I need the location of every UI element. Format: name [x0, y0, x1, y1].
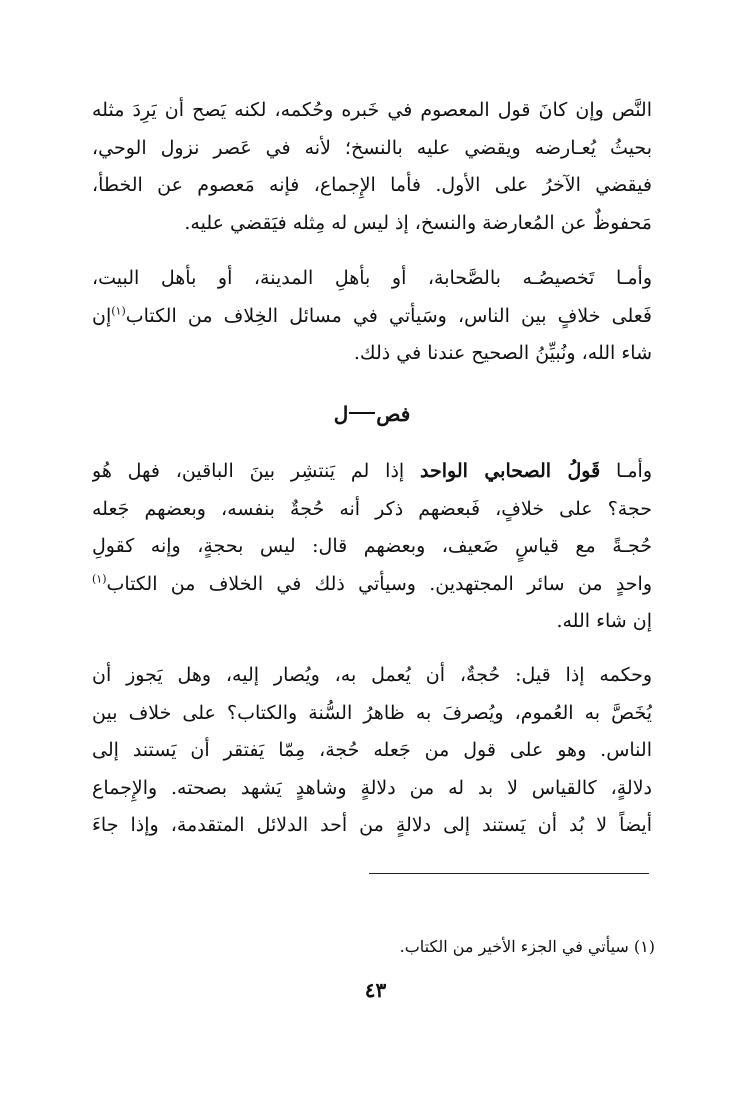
text-segment: واحدٍ من سائر المجتهدين. وسيأتي ذلك في الخلاف من الكتاب: [106, 572, 652, 595]
text-segment: فَعلى خلافٍ بين الناس، وسَيأتي في مسائل الخِلاف من الكتاب: [125, 304, 652, 327]
paragraph-2: [92, 260, 652, 373]
paragraph-1: [92, 92, 652, 242]
paragraph-4: [92, 657, 652, 845]
text-segment: إن: [92, 304, 112, 327]
text-line: بحيثُ يُعـارضه ويقضي عليه بالنسخ؛ لأنه في عَصر نزول الوحي،: [92, 136, 652, 159]
page-number: ٤٣: [364, 978, 387, 1002]
text-line: وحكمه إذا قيل: حُجةٌ، أن يُعمل به، ويُصار إليه، وهل يَجوز أن: [92, 664, 652, 686]
heading-tatweel: [349, 412, 375, 414]
text-line: شاء الله، ونُبيِّنُ الصحيح عندنا في ذلك.: [353, 342, 652, 364]
footnote: (١) سيأتي في الجزء الأخير من الكتاب.: [399, 937, 655, 956]
heading-part: ل: [333, 402, 349, 426]
bold-term: قَولُ الصحابي الواحد: [420, 460, 601, 482]
text-line: يُخَصَّ به العُموم، ويُصرفَ به ظاهرُ السُّنة والكتاب؟ على خلاف بين: [92, 701, 652, 724]
text-line: الناس. وهو على قول من جَعله حُجة، مِمّا يَفتقر أن يَستند إلى: [92, 739, 652, 761]
text-line: فيقضي الآخرُ على الأول. فأما الإِجماع، فإنه مَعصوم عن الخطأ،: [92, 174, 652, 196]
text-line: حُجـةً مع قياسٍ ضَعيف، وبعضهم قال: ليس بحجةٍ، وإنه كقولِ: [92, 535, 652, 557]
paragraph-3: [92, 453, 652, 641]
footnote-reference: (١): [111, 304, 126, 318]
text-line-with-footnote: [92, 298, 652, 336]
text-line: دلالةٍ، كالقياس لا بد له من دلالةٍ وشاهدٍ يَشهد بصحته. والإِجماع: [92, 776, 652, 799]
text-line: النَّص وإن كانَ قول المعصوم في خَبره وحُكمه، لكنه يَصح أن يَرِدَ مثله: [92, 99, 652, 121]
text-line: وأمـا تَخصيصُـه بالصَّحابة، أو بأهلِ المدينة، أو بأهل البيت،: [92, 267, 652, 289]
heading-part: فص: [376, 402, 411, 426]
section-heading: [92, 399, 652, 429]
text-line: [92, 453, 652, 491]
text-line: إن شاء الله.: [556, 610, 652, 632]
text-line-with-footnote: [92, 566, 652, 604]
footnote-separator: [369, 873, 649, 874]
footnote-reference: (١): [92, 572, 107, 586]
text-segment: وأمـا: [600, 460, 652, 482]
text-line: أيضاً لا بُد أن يَستند إلى دلالةٍ من أحد الدلائل المتقدمة، وإذا جاءَ: [92, 814, 652, 836]
text-line: مَحفوظٌ عن المُعارضة والنسخ، إذ ليس له مِثله فيَقضي عليه.: [184, 211, 652, 234]
text-line: حجة؟ على خلافٍ، فَبعضهم ذكر أنه حُجةٌ بنفسه، وبعضهم جَعله: [92, 497, 652, 520]
text-segment: إذا لم يَنتشِر بينَ الباقين، فهل هُو: [92, 460, 421, 482]
